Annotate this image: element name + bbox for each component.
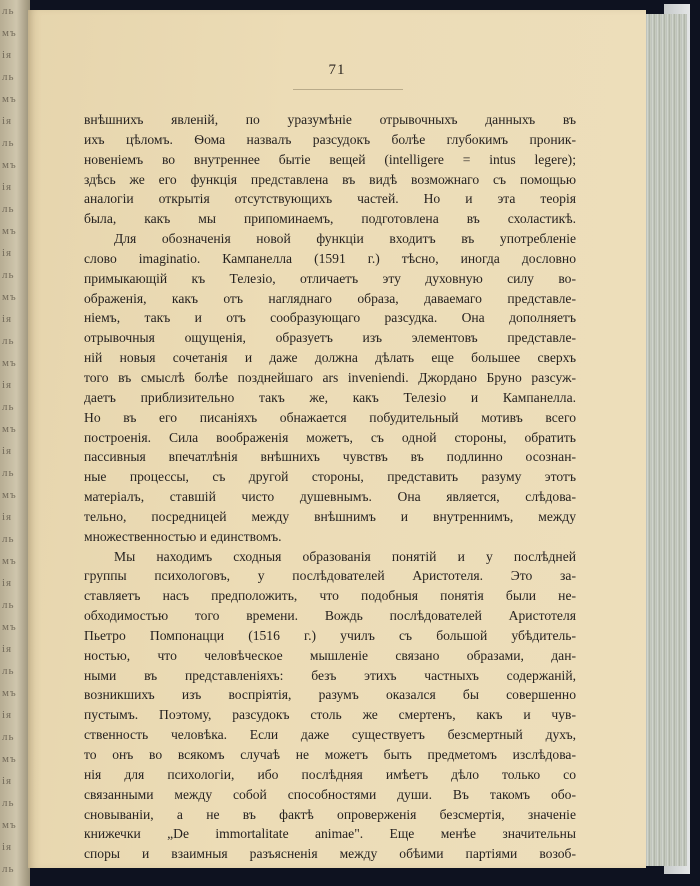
text-line: пассивныя впечатлѣнія внѣшнихъ чувствъ въ подлинно осознан-	[84, 449, 576, 465]
text-line: даетъ приблизительно такъ же, какъ Телезіо и Кампанелла.	[84, 389, 576, 405]
text-line: была, какъ мы припоминаемъ, подготовлена въ схоластикѣ.	[84, 211, 576, 227]
text-line: ные процессы, съ другой стороны, представить разуму этотъ	[84, 469, 576, 485]
left-page-text-fragment: ль мъ ія ль мъ ія ль мъ ія ль мъ ія ль мъ ія ль мъ ія ль мъ ія ль мъ ія ль мъ ія ль мъ ія ль мъ ія ль мъ ія ль мъ ія ль	[2, 5, 17, 875]
text-line: ній новыя сочетанія и даже должна дѣлать еще большее сверхъ	[84, 350, 576, 366]
text-line: обходимостью того времени. Вождь послѣдователей Аристотеля	[84, 608, 576, 624]
page-stack-edge	[640, 14, 687, 866]
text-line: связанными между собой способностями души. Въ такомъ обо-	[84, 786, 576, 802]
page-number-rule	[293, 89, 403, 90]
text-line: примыкающій къ Телезіо, отличаетъ эту духовную силу во-	[84, 270, 576, 286]
page-number: 71	[328, 62, 346, 78]
text-line: того въ смыслѣ болѣе позднейшаго ars inveniendi. Джордано Бруно разсуж-	[84, 369, 576, 385]
text-line: ными въ представленіяхъ: безъ этихъ частныхъ содержаній,	[84, 667, 576, 683]
text-line: новеніемъ во внутреннее бытіе вещей (intelligere = intus legere);	[84, 151, 576, 167]
text-line: слово imaginatio. Кампанелла (1591 г.) тѣсно, иногда дословно	[84, 250, 576, 266]
text-line: споры и взаимныя разъясненія между обѣими партіями возоб-	[84, 846, 576, 862]
text-line: нія для психологіи, ибо послѣдняя имѣетъ дѣло только со	[84, 766, 576, 782]
text-line: ственность человѣка. Если даже существуетъ безсмертный духъ,	[84, 727, 576, 743]
text-line: отрывочныя ощущенія, образуетъ изъ элементовъ представле-	[84, 330, 576, 346]
page-body-text	[84, 110, 576, 864]
text-line: здѣсь же его функція представлена въ видѣ возможнаго съ помощью	[84, 171, 576, 187]
text-line: Пьетро Помпонацци (1516 г.) училъ съ большой убѣдитель-	[84, 627, 576, 643]
text-line: то онъ во всякомъ случаѣ не можетъ быть предметомъ изслѣдова-	[84, 747, 576, 762]
text-line: ихъ цѣломъ. Ѳома назвалъ разсудокъ болѣе глубокимъ проник-	[84, 131, 576, 147]
text-line: внѣшнихъ явленій, по уразумѣніе отрывочныхъ данныхъ въ	[84, 112, 576, 127]
text-line: ностью, что человѣческое мышленіе связано образами, дан-	[84, 647, 576, 663]
text-line: возникшихъ изъ воспріятія, разумъ оказался бы совершенно	[84, 687, 576, 703]
text-line: тельно, посредницей между внѣшнимъ и внутреннимъ, между	[84, 508, 576, 524]
text-line: построенія. Сила воображенія можетъ, съ одной стороны, обратить	[84, 429, 576, 445]
text-line: группы психологовъ, у послѣдователей Аристотеля. Это за-	[84, 568, 576, 584]
text-line: матеріалъ, ставшій чисто душевнымъ. Она является, слѣдова-	[84, 489, 576, 505]
book-page	[28, 10, 646, 868]
text-line: Но въ его писаніяхъ обнажается побудительный мотивъ всего	[84, 409, 576, 425]
text-line: книжечки „De immortalitate animae". Еще менѣе значительны	[84, 826, 576, 842]
text-line: ставляетъ насъ предположить, что подобныя понятія были не-	[84, 588, 576, 604]
left-facing-page-edge	[0, 0, 30, 886]
text-line: сновываніи, а не въ фактѣ опроверженія безсмертія, значеніе	[84, 806, 576, 822]
text-line: ображенія, какъ отъ нагляднаго образа, даваемаго представле-	[84, 290, 576, 306]
text-line: Для обозначенія новой функціи входитъ въ употребленіе	[114, 231, 576, 247]
text-line: множественностью и единствомъ.	[84, 528, 282, 544]
text-line: Мы находимъ сходныя образованія понятій и у послѣдней	[114, 548, 576, 564]
text-line: аналогіи открытія отсутствующихъ частей. Но и эта теорія	[84, 191, 576, 207]
text-line: пустымъ. Поэтому, разсудокъ столь же смертенъ, какъ и чув-	[84, 707, 576, 723]
text-line: ніемъ, такъ и отъ сообразующаго разсудка. Она дополняетъ	[84, 310, 576, 326]
